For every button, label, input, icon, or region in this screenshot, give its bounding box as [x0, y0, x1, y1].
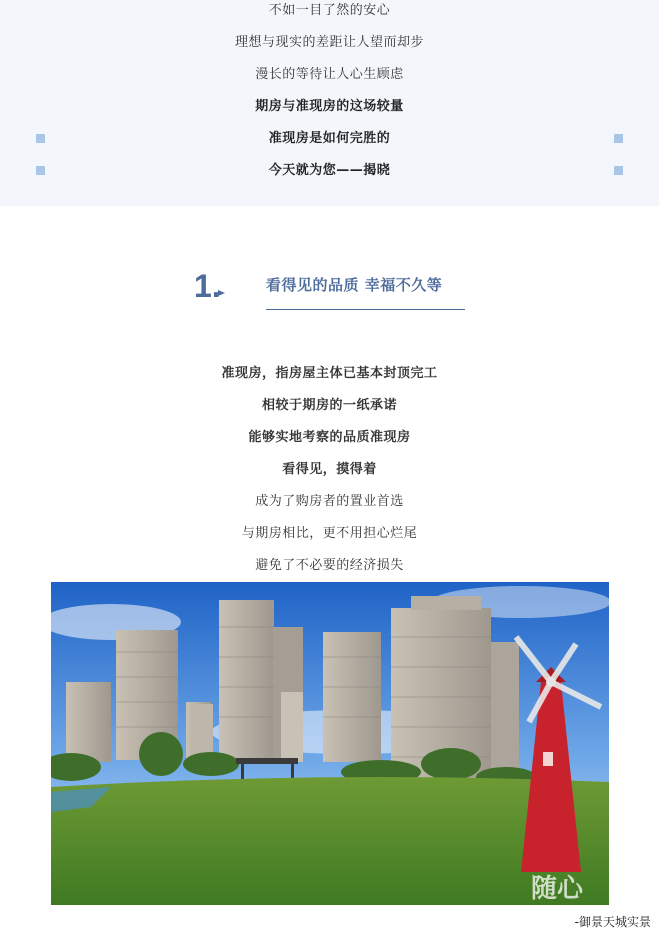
- decorative-square: [36, 166, 45, 175]
- photo-watermark: 随心: [531, 874, 584, 904]
- body-line: 成为了购房者的置业首选: [255, 494, 404, 509]
- decorative-square: [614, 166, 623, 175]
- section-number: 1.: [194, 268, 221, 304]
- intro-line: 不如一目了然的安心: [268, 3, 391, 18]
- intro-line: 期房与准现房的这场较量: [255, 99, 404, 114]
- estate-photo-illustration: [51, 582, 609, 905]
- body-line: 与期房相比，更不用担心烂尾: [241, 526, 418, 541]
- photo-caption: -御景天城实景: [574, 915, 651, 929]
- title-divider: [266, 309, 465, 310]
- body-line: 看得见，摸得着: [282, 462, 377, 477]
- body-line: 准现房，指房屋主体已基本封顶完工: [221, 366, 438, 381]
- body-line: 相较于期房的一纸承诺: [261, 398, 397, 413]
- decorative-square: [36, 134, 45, 143]
- intro-line: 理想与现实的差距让人望而却步: [234, 35, 424, 50]
- arrow-icon: [218, 290, 225, 296]
- body-line: 避免了不必要的经济损失: [255, 558, 404, 573]
- body-line: 能够实地考察的品质准现房: [248, 430, 411, 445]
- decorative-square: [614, 134, 623, 143]
- intro-line: 今天就为您——揭晓: [268, 163, 391, 178]
- intro-line: 漫长的等待让人心生顾虑: [255, 67, 404, 82]
- intro-line: 准现房是如何完胜的: [268, 131, 391, 146]
- estate-photo: [51, 582, 609, 905]
- section-title: 看得见的品质 幸福不久等: [266, 276, 443, 294]
- intro-panel: [0, 0, 659, 206]
